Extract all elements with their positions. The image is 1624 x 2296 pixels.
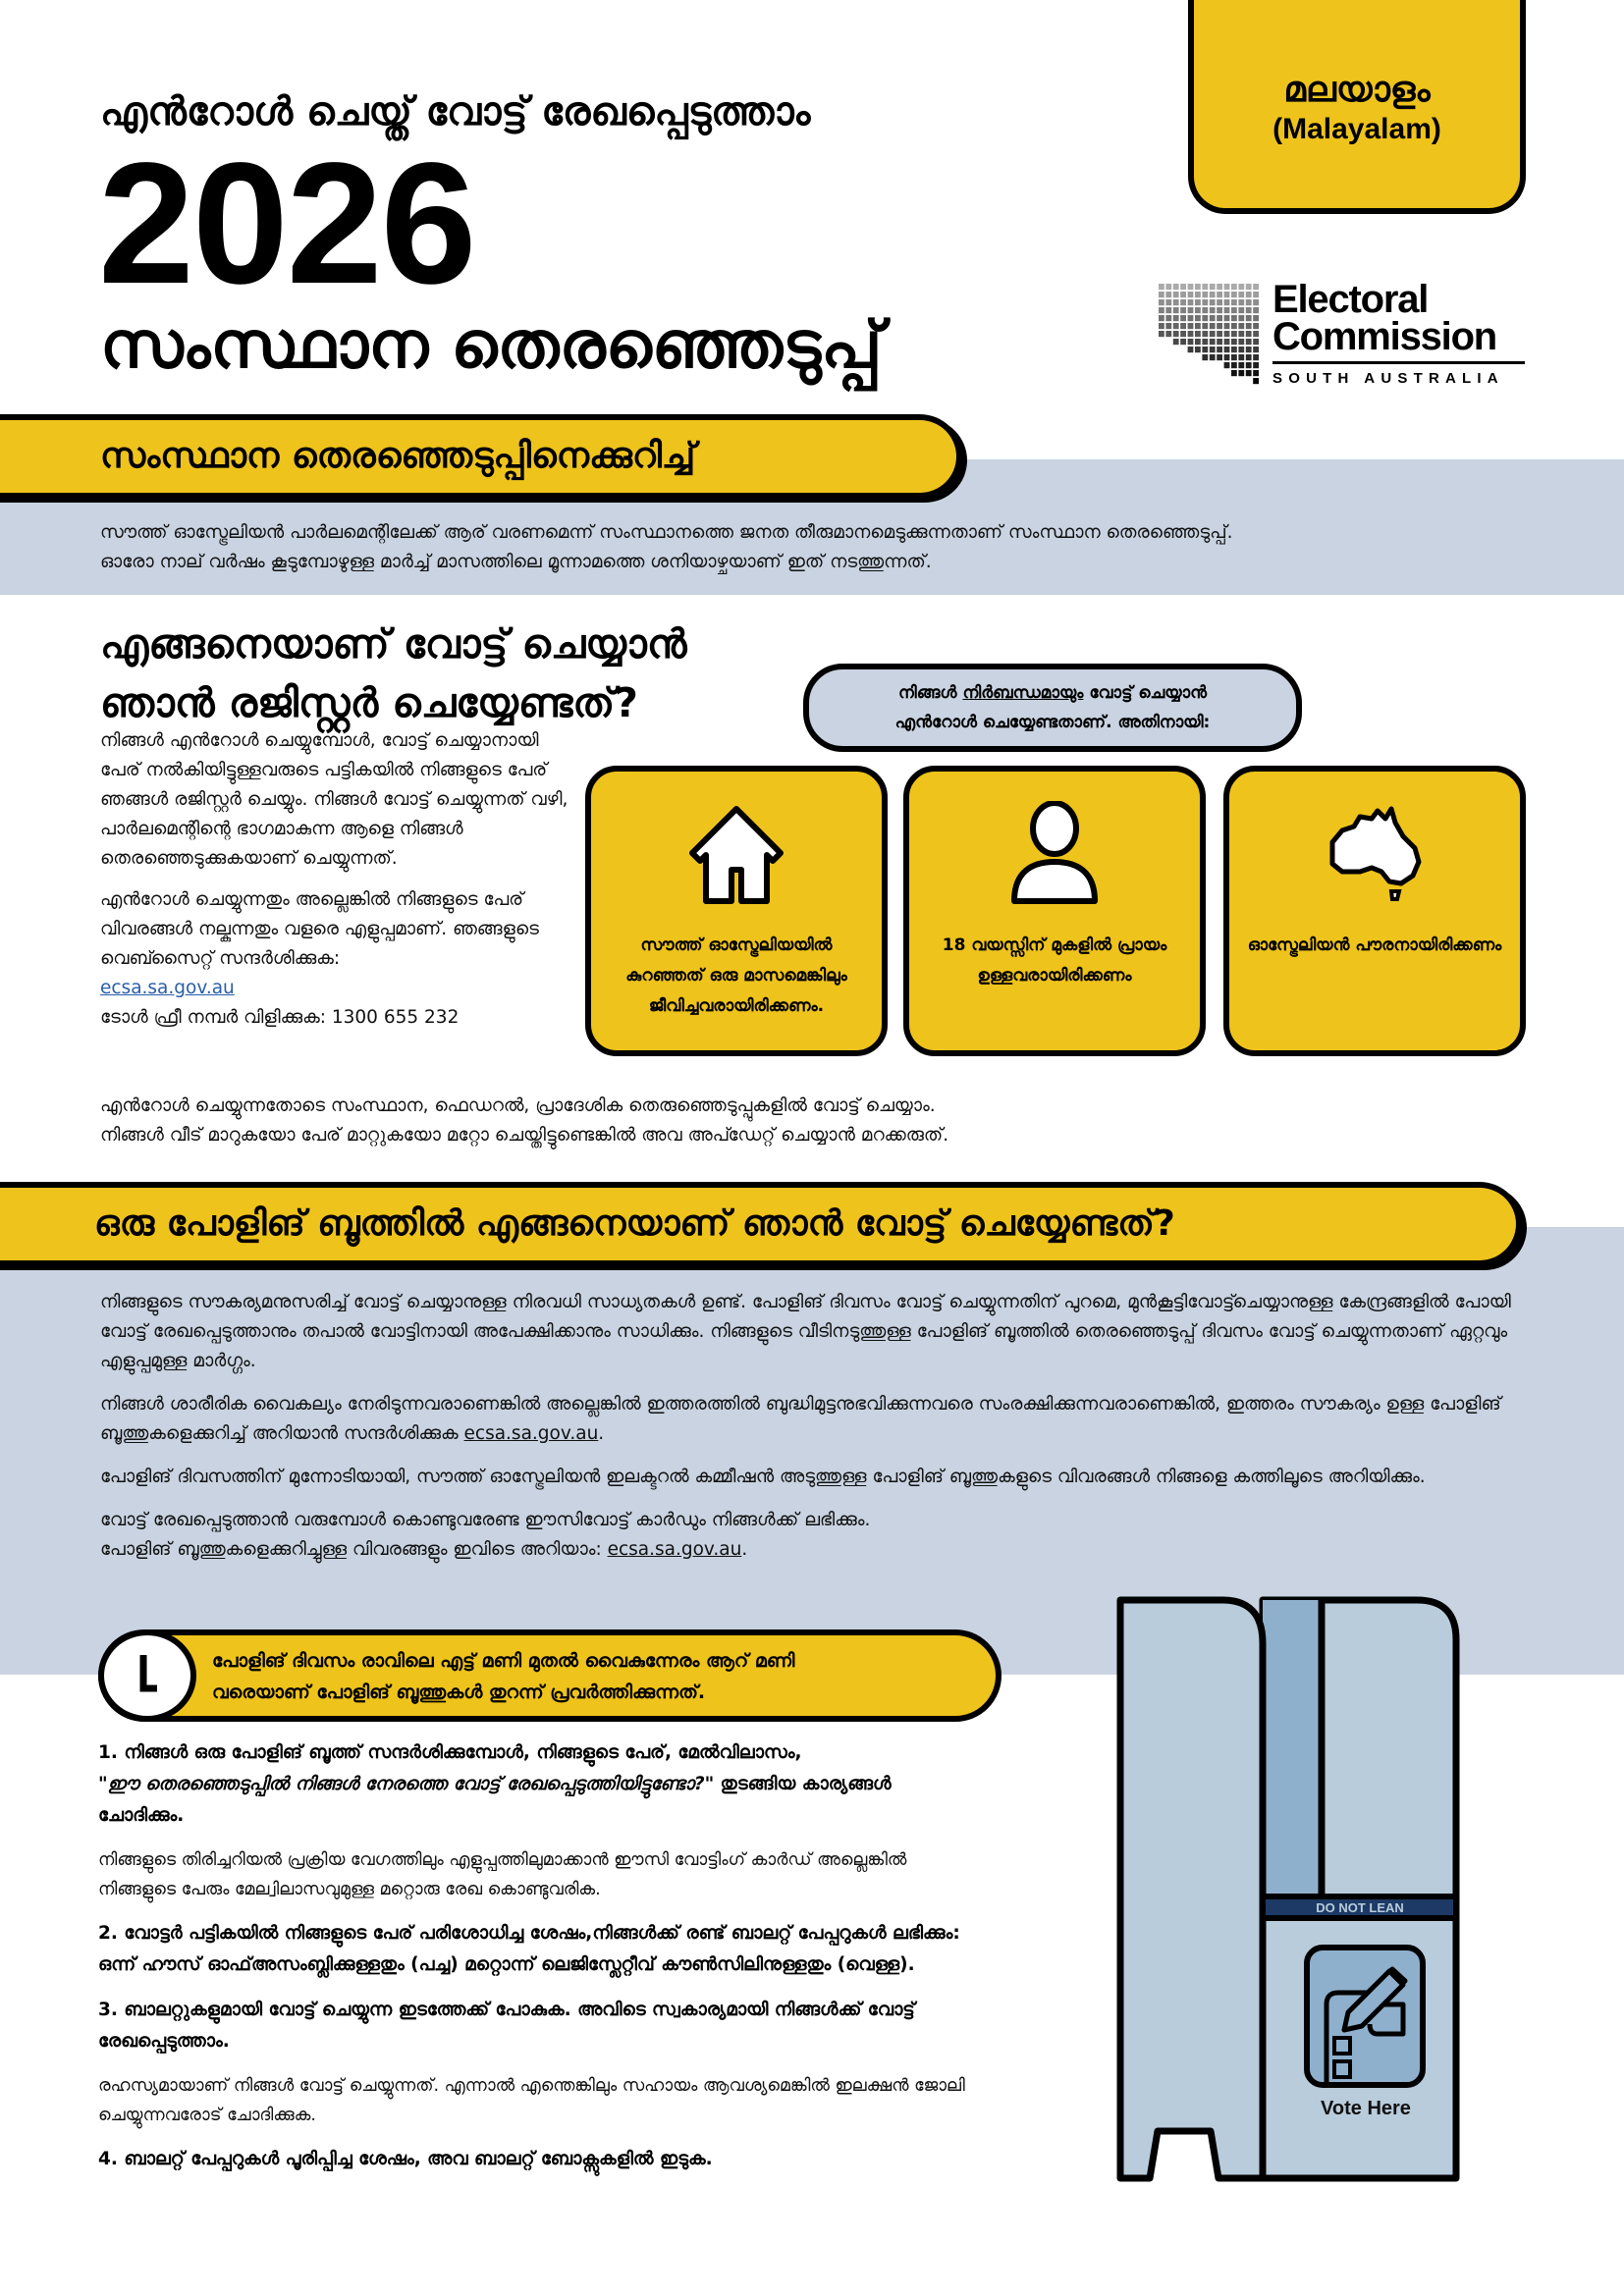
polling-hours-line-2: വരെയാണ് പോളിങ് ബൂത്തുകൾ തുറന്ന് പ്രവർത്തിക്കുന്നത്. — [212, 1682, 706, 1703]
logo-pixel — [1165, 292, 1171, 297]
logo-pixel — [1173, 323, 1179, 329]
logo-pixel — [1195, 331, 1201, 337]
step-1-text-end: തുടങ്ങിയ കാര്യങ്ങൾ ചോദിക്കും. — [98, 1774, 892, 1826]
voting-steps — [98, 1737, 982, 2189]
logo-pixel — [1253, 378, 1259, 384]
step-4: 4. ബാലറ്റ് പേപ്പറുകൾ പൂരിപ്പിച്ച ശേഷം, അവ ബാലറ്റ് ബോക്സുകളിൽ ഇടുക. — [98, 2149, 713, 2169]
logo-pixel — [1224, 292, 1230, 297]
logo-pixel-map-icon — [1159, 284, 1261, 394]
logo-pixel — [1165, 299, 1171, 305]
logo-pixel — [1202, 323, 1208, 329]
polling-para-2: നിങ്ങൾ ശാരീരിക വൈകല്യം നേരിടുന്നവരാണെങ്കിൽ അല്ലെങ്കിൽ ഇത്തരത്തിൽ ബുദ്ധിമുട്ടനുഭവിക്കുന്നവരെ സംരക്ഷിക്കുന്നവരാണെങ്കിൽ, ഇത്തരം സൗകര്യം ഉള്ള പോളിങ് ബൂത്തുകളെക്കുറിച്ച് അറിയാൻ സന്ദർശിക്കുക ecsa.sa.gov.au. — [100, 1394, 1501, 1444]
logo-pixel — [1165, 331, 1171, 337]
logo-pixel — [1210, 292, 1216, 297]
logo-rule — [1272, 361, 1525, 364]
pill-line-1 — [898, 678, 1207, 708]
logo-pixel — [1217, 292, 1222, 297]
requirement-card-residence — [585, 766, 888, 1056]
step-3: 3. ബാലറ്റുകളുമായി വോട്ട് ചെയ്യുന്ന ഇടത്തേക്ക് പോകുക. അവിടെ സ്വകാര്യമായി നിങ്ങൾക്ക് വോട്ട് രേഖപ്പെടുത്താം. — [98, 2000, 915, 2052]
logo-pixel — [1173, 307, 1179, 313]
requirement-text: 18 വയസ്സിന് മുകളിൽ പ്രായം ഉള്ളവരായിരിക്കണം — [942, 935, 1167, 986]
pill-line-2: എൻറോൾ ചെയ്യേണ്ടതാണ്. അതിനായി: — [894, 713, 1211, 732]
logo-pixel — [1173, 331, 1179, 337]
logo-pixel — [1231, 292, 1237, 297]
australia-map-icon — [1321, 801, 1429, 909]
logo-pixel — [1224, 362, 1230, 368]
clock-icon — [98, 1629, 196, 1722]
logo-pixel — [1159, 284, 1164, 290]
logo-pixel — [1246, 315, 1252, 321]
register-note-line-2: നിങ്ങൾ വീട് മാറുകയോ പേര് മാറ്റുകയോ മറ്റോ ചെയ്തിട്ടുണ്ടെങ്കിൽ അവ അപ്ഡേറ്റ് ചെയ്യാൻ മറക്കരുത്. — [100, 1125, 949, 1146]
vote-here-label: Vote Here — [1321, 2098, 1411, 2119]
register-body — [100, 726, 571, 1033]
logo-pixel — [1195, 323, 1201, 329]
logo-pixel — [1217, 307, 1222, 313]
logo-pixel — [1180, 331, 1186, 337]
logo-pixel — [1159, 315, 1164, 321]
polling-heading: ഒരു പോളിങ് ബൂത്തിൽ എങ്ങനെയാണ് ഞാൻ വോട്ട് ചെയ്യേണ്ടത്? — [94, 1203, 1175, 1244]
voting-booth-illustration — [1112, 1592, 1505, 2240]
logo-pixel — [1253, 315, 1259, 321]
language-english: (Malayalam) — [1272, 112, 1441, 145]
logo-pixel — [1238, 339, 1244, 345]
logo-pixel — [1188, 292, 1194, 297]
about-banner — [0, 414, 962, 499]
logo-pixel — [1180, 315, 1186, 321]
logo-pixel — [1202, 339, 1208, 345]
pill-emphasis: നിർബന്ധമായും — [962, 683, 1084, 703]
logo-pixel — [1195, 284, 1201, 290]
logo-pixel — [1238, 315, 1244, 321]
requirement-card-age — [903, 766, 1206, 1056]
logo-pixel — [1210, 323, 1216, 329]
logo-pixel — [1217, 323, 1222, 329]
do-not-lean-text: DO NOT LEAN — [1316, 1900, 1404, 1915]
logo-pixel — [1246, 339, 1252, 345]
logo-pixel — [1165, 315, 1171, 321]
logo-pixel — [1231, 307, 1237, 313]
logo-pixel — [1246, 362, 1252, 368]
website-link[interactable]: ecsa.sa.gov.au — [100, 978, 235, 998]
polling-banner — [0, 1182, 1522, 1266]
logo-pixel — [1217, 331, 1222, 337]
logo-pixel — [1210, 307, 1216, 313]
logo-pixel — [1238, 362, 1244, 368]
logo-pixel — [1217, 354, 1222, 360]
logo-pixel — [1217, 299, 1222, 305]
logo-pixel — [1180, 339, 1186, 345]
year-heading: 2026 — [98, 128, 475, 320]
logo-pixel — [1210, 331, 1216, 337]
register-note-line-1: എൻറോൾ ചെയ്യുന്നതോടെ സംസ്ഥാന, ഫെഡറൽ, പ്രാദേശിക തെരുഞ്ഞെടുപ്പുകളിൽ വോട്ട് ചെയ്യാം. — [100, 1095, 936, 1116]
logo-pixel — [1246, 331, 1252, 337]
logo-pixel — [1246, 323, 1252, 329]
logo-pixel — [1202, 354, 1208, 360]
tollfree-number[interactable]: 1300 655 232 — [331, 1007, 460, 1028]
logo-pixel — [1217, 284, 1222, 290]
logo-pixel — [1224, 331, 1230, 337]
logo-pixel — [1231, 323, 1237, 329]
logo-pixel — [1253, 292, 1259, 297]
logo-pixel — [1224, 284, 1230, 290]
logo-pixel — [1253, 323, 1259, 329]
logo-pixel — [1246, 299, 1252, 305]
logo-line-electoral: Electoral — [1272, 278, 1429, 321]
logo-pixel — [1210, 284, 1216, 290]
logo-pixel — [1246, 292, 1252, 297]
logo-pixel — [1238, 331, 1244, 337]
logo-pixel — [1224, 307, 1230, 313]
page-title: സംസ്ഥാന തെരഞ്ഞെടുപ്പ് — [100, 307, 883, 383]
logo-pixel — [1238, 347, 1244, 352]
logo-pixel — [1173, 339, 1179, 345]
polling-hours-text — [212, 1645, 794, 1708]
logo-pixel — [1238, 307, 1244, 313]
logo-pixel — [1217, 347, 1222, 352]
polling-para-4-line-1: വോട്ട് രേഖപ്പെടുത്താൻ വരുമ്പോൾ കൊണ്ടുവരേണ്ട ഈസിവോട്ട് കാർഡും നിങ്ങൾക്ക് ലഭിക്കും. — [100, 1510, 871, 1530]
logo-pixel — [1253, 347, 1259, 352]
logo-pixel — [1202, 292, 1208, 297]
requirement-text: സൗത്ത് ഓസ്ട്രേലിയയിൽ കുറഞ്ഞത് ഒരു മാസമെങ്കിലും ജീവിച്ചവരായിരിക്കണം. — [625, 935, 847, 1016]
polling-body — [100, 1288, 1534, 1565]
polling-para-4: വോട്ട് രേഖപ്പെടുത്താൻ വരുമ്പോൾ കൊണ്ടുവരേണ്ട ഈസിവോട്ട് കാർഡും നിങ്ങൾക്ക് ലഭിക്കും. പോളിങ് ബൂത്തുകളെക്കുറിച്ചുള്ള വിവരങ്ങളും ഇവിടെ അറിയാം: ecsa.sa.gov.au. — [100, 1510, 871, 1560]
logo-pixel — [1224, 347, 1230, 352]
logo-pixel — [1195, 339, 1201, 345]
logo-pixel — [1231, 347, 1237, 352]
step-1-text: 1. നിങ്ങൾ ഒരു പോളിങ് ബൂത്ത് സന്ദർശിക്കുമ്പോൾ, നിങ്ങളുടെ പേര്, മേൽവിലാസം, — [98, 1742, 802, 1763]
booth-left-panel — [1120, 1600, 1263, 2178]
logo-pixel — [1180, 299, 1186, 305]
logo-pixel — [1231, 284, 1237, 290]
polling-info-link[interactable]: ecsa.sa.gov.au — [607, 1539, 742, 1560]
logo-pixel — [1159, 323, 1164, 329]
logo-pixel — [1165, 284, 1171, 290]
person-icon — [1001, 801, 1109, 909]
logo-pixel — [1231, 370, 1237, 376]
pill-prefix: നിങ്ങൾ — [897, 683, 957, 703]
logo-pixel — [1173, 284, 1179, 290]
logo-pixel — [1224, 299, 1230, 305]
logo-pixel — [1180, 284, 1186, 290]
language-native: മലയാളം — [1283, 69, 1431, 110]
logo-pixel — [1180, 307, 1186, 313]
register-heading — [100, 614, 686, 732]
register-heading-line-1: എങ്ങനെയാണ് വോട്ട് ചെയ്യാൻ — [100, 620, 687, 667]
logo-pixel — [1238, 292, 1244, 297]
logo-pixel — [1188, 347, 1194, 352]
logo-pixel — [1253, 331, 1259, 337]
step-2: 2. വോട്ടർ പട്ടികയിൽ നിങ്ങളുടെ പേര് പരിശോധിച്ച ശേഷം,നിങ്ങൾക്ക് രണ്ട് ബാലറ്റ് പേപ്പറുകൾ ലഭിക്കും: ഒന്ന് ഹൗസ് ഓഫ്അസംബ്ലിക്കുള്ളതും (പച്ച) മറ്റൊന്ന് ലെജിസ്ലേറ്റീവ് കൗൺസിലിനുള്ളതും (വെള്ള). — [98, 1923, 960, 1975]
logo-pixel — [1173, 315, 1179, 321]
pill-suffix: വോട്ട് ചെയ്യാൻ — [1089, 683, 1208, 703]
step-1-note: നിങ്ങളുടെ തിരിച്ചറിയൽ പ്രക്രിയ വേഗത്തിലും എളുപ്പത്തിലുമാക്കാൻ ഈസി വോട്ടിംഗ് കാർഡ് അല്ലെങ്കിൽ നിങ്ങളുടെ പേരും മേല്വിലാസവുമുള്ള മറ്റൊരു രേഖ കൊണ്ടുവരിക. — [98, 1850, 907, 1899]
logo-pixel — [1159, 299, 1164, 305]
logo-pixel — [1253, 362, 1259, 368]
logo-pixel — [1210, 347, 1216, 352]
logo-pixel — [1188, 331, 1194, 337]
logo-pixel — [1159, 307, 1164, 313]
logo-pixel — [1217, 339, 1222, 345]
accessibility-link[interactable]: ecsa.sa.gov.au — [463, 1423, 599, 1444]
logo-pixel — [1231, 299, 1237, 305]
step-1 — [98, 1737, 982, 1832]
logo-pixel — [1195, 315, 1201, 321]
ecsa-logo — [1159, 278, 1532, 399]
logo-pixel — [1224, 315, 1230, 321]
logo-pixel — [1195, 307, 1201, 313]
polling-hours-line-1: പോളിങ് ദിവസം രാവിലെ എട്ട് മണി മുതൽ വൈകുന്നേരം ആറ് മണി — [212, 1650, 795, 1672]
logo-pixel — [1180, 323, 1186, 329]
subtitle: എൻറോൾ ചെയ്ത് വോട്ട് രേഖപ്പെടുത്താം — [100, 89, 811, 134]
logo-pixel — [1195, 299, 1201, 305]
enrol-requirement-pill — [803, 664, 1302, 752]
register-para-1: നിങ്ങൾ എൻറോൾ ചെയ്യുമ്പോൾ, വോട്ട് ചെയ്യാനായി പേര് നൽകിയിട്ടുള്ളവരുടെ പട്ടികയിൽ നിങ്ങളുടെ പേര് ഞങ്ങൾ രജിസ്റ്റർ ചെയ്യും. നിങ്ങൾ വോട്ട് ചെയ്യുന്നത് വഴി, പാർലമെന്റിന്റെ ഭാഗമാകുന്ന ആളെ നിങ്ങൾ തെരഞ്ഞെടുക്കുകയാണ് ചെയ്യുന്നത്. — [100, 730, 568, 869]
logo-line-south-australia: SOUTH AUSTRALIA — [1272, 370, 1504, 387]
logo-pixel — [1246, 354, 1252, 360]
step-3-note: രഹസ്യമായാണ് നിങ്ങൾ വോട്ട് ചെയ്യുന്നത്. എന്നാൽ എന്തെങ്കിലും സഹായം ആവശ്യമെങ്കിൽ ഇലക്ഷൻ ജോലി ചെയ്യുന്നവരോട് ചോദിക്കുക. — [98, 2076, 965, 2125]
logo-pixel — [1253, 299, 1259, 305]
logo-pixel — [1202, 299, 1208, 305]
logo-pixel — [1224, 339, 1230, 345]
logo-pixel — [1253, 339, 1259, 345]
polling-para-2-text: നിങ്ങൾ ശാരീരിക വൈകല്യം നേരിടുന്നവരാണെങ്കിൽ അല്ലെങ്കിൽ ഇത്തരത്തിൽ ബുദ്ധിമുട്ടനുഭവിക്കുന്നവരെ സംരക്ഷിക്കുന്നവരാണെങ്കിൽ, ഇത്തരം സൗകര്യം ഉള്ള പോളിങ് ബൂത്തുകളെക്കുറിച്ച് അറിയാൻ സന്ദർശിക്കുക — [100, 1394, 1501, 1444]
logo-pixel — [1195, 347, 1201, 352]
logo-pixel — [1217, 315, 1222, 321]
logo-pixel — [1231, 339, 1237, 345]
logo-pixel — [1238, 354, 1244, 360]
logo-pixel — [1253, 354, 1259, 360]
logo-pixel — [1253, 370, 1259, 376]
logo-pixel — [1231, 354, 1237, 360]
logo-pixel — [1238, 299, 1244, 305]
logo-pixel — [1253, 284, 1259, 290]
logo-line-commission: Commission — [1272, 315, 1497, 358]
logo-pixel — [1188, 299, 1194, 305]
logo-pixel — [1224, 354, 1230, 360]
logo-pixel — [1231, 315, 1237, 321]
logo-pixel — [1246, 307, 1252, 313]
logo-pixel — [1210, 339, 1216, 345]
logo-pixel — [1210, 299, 1216, 305]
house-icon — [682, 801, 790, 909]
logo-pixel — [1231, 362, 1237, 368]
logo-pixel — [1159, 292, 1164, 297]
step-1-quote: "ഈ തെരഞ്ഞെടുപ്പിൽ നിങ്ങൾ നേരത്തെ വോട്ട് രേഖപ്പെടുത്തിയിട്ടുണ്ടോ?" — [98, 1774, 715, 1794]
register-note — [100, 1092, 1553, 1150]
logo-pixel — [1173, 299, 1179, 305]
logo-pixel — [1246, 284, 1252, 290]
tollfree-label: ടോൾ ഫ്രീ നമ്പർ വിളിക്കുക: — [100, 1007, 326, 1028]
logo-pixel — [1224, 323, 1230, 329]
logo-pixel — [1246, 370, 1252, 376]
logo-pixel — [1180, 292, 1186, 297]
logo-pixel — [1188, 284, 1194, 290]
logo-pixel — [1202, 284, 1208, 290]
about-line-2: ഓരോ നാല് വർഷം കൂടുമ്പോഴുള്ള മാർച്ച് മാസത്തിലെ മൂന്നാമത്തെ ശനിയാഴ്ചയാണ് ഇത് നടത്തുന്നത്. — [100, 552, 932, 572]
polling-para-3: പോളിങ് ദിവസത്തിന് മുന്നോടിയായി, സൗത്ത് ഓസ്ട്രേലിയൻ ഇലക്ടറൽ കമ്മീഷൻ അടുത്തുള്ള പോളിങ് ബൂത്തുകളുടെ വിവരങ്ങൾ നിങ്ങളെ കത്തിലൂടെ അറിയിക്കും. — [100, 1467, 1426, 1487]
tollfree-line — [100, 1003, 571, 1033]
logo-pixel — [1210, 354, 1216, 360]
polling-hours-banner — [98, 1629, 1001, 1722]
logo-pixel — [1165, 323, 1171, 329]
logo-pixel — [1238, 370, 1244, 376]
register-heading-line-2: ഞാൻ രജിസ്റ്റർ ചെയ്യേണ്ടത്? — [100, 679, 638, 726]
register-para-2: എൻറോൾ ചെയ്യുന്നതും അല്ലെങ്കിൽ നിങ്ങളുടെ പേര് വിവരങ്ങൾ നല്കുന്നതും വളരെ എളുപ്പമാണ്. ഞങ്ങളുടെ വെബ്സൈറ്റ് സന്ദർശിക്കുക: — [100, 889, 539, 969]
requirement-text: ഓസ്ട്രേലിയൻ പൗരനായിരിക്കണം — [1247, 935, 1502, 955]
polling-para-1: നിങ്ങളുടെ സൗകര്യമനുസരിച്ച് വോട്ട് ചെയ്യാനുള്ള നിരവധി സാധ്യതകൾ ഉണ്ട്. പോളിങ് ദിവസം വോട്ട് ചെയ്യുന്നതിന് പുറമെ, മുൻകൂട്ടിവോട്ട്ചെയ്യാനുള്ള കേന്ദ്രങ്ങളിൽ പോയി വോട്ട് രേഖപ്പെടുത്താനും തപാൽ വോട്ടിനായി അപേക്ഷിക്കാനും സാധിക്കും. നിങ്ങളുടെ വീടിനടുത്തുള്ള പോളിങ് ബൂത്തിൽ തെരഞ്ഞെടുപ്പ് ദിവസം വോട്ട് ചെയ്യുന്നതാണ് ഏറ്റവും എളുപ്പമുള്ള മാർഗ്ഗം. — [100, 1292, 1511, 1371]
logo-pixel — [1210, 315, 1216, 321]
booth-inner-slot — [1263, 1600, 1322, 1896]
language-tab — [1188, 0, 1526, 214]
logo-pixel — [1202, 331, 1208, 337]
logo-pixel — [1202, 307, 1208, 313]
logo-pixel — [1238, 284, 1244, 290]
logo-pixel — [1165, 307, 1171, 313]
about-text — [100, 518, 1553, 577]
logo-pixel — [1173, 292, 1179, 297]
about-line-1: സൗത്ത് ഓസ്ട്രേലിയൻ പാർലമെന്റിലേക്ക് ആര് വരണമെന്ന് സംസ്ഥാനത്തെ ജനത തീരുമാനമെടുക്കുന്നതാണ് സംസ്ഥാന തെരഞ്ഞെടുപ്പ്. — [100, 522, 1233, 543]
logo-pixel — [1159, 331, 1164, 337]
logo-pixel — [1188, 339, 1194, 345]
logo-pixel — [1202, 315, 1208, 321]
polling-para-4-line-2: പോളിങ് ബൂത്തുകളെക്കുറിച്ചുള്ള വിവരങ്ങളും ഇവിടെ അറിയാം: — [100, 1539, 602, 1560]
logo-pixel — [1188, 315, 1194, 321]
requirement-card-citizen — [1223, 766, 1526, 1056]
logo-pixel — [1202, 347, 1208, 352]
logo-pixel — [1246, 347, 1252, 352]
logo-pixel — [1238, 323, 1244, 329]
logo-pixel — [1253, 307, 1259, 313]
logo-pixel — [1188, 307, 1194, 313]
logo-pixel — [1195, 292, 1201, 297]
about-heading: സംസ്ഥാന തെരഞ്ഞെടുപ്പിനെക്കുറിച്ച് — [100, 436, 696, 476]
logo-pixel — [1188, 323, 1194, 329]
logo-pixel — [1231, 331, 1237, 337]
